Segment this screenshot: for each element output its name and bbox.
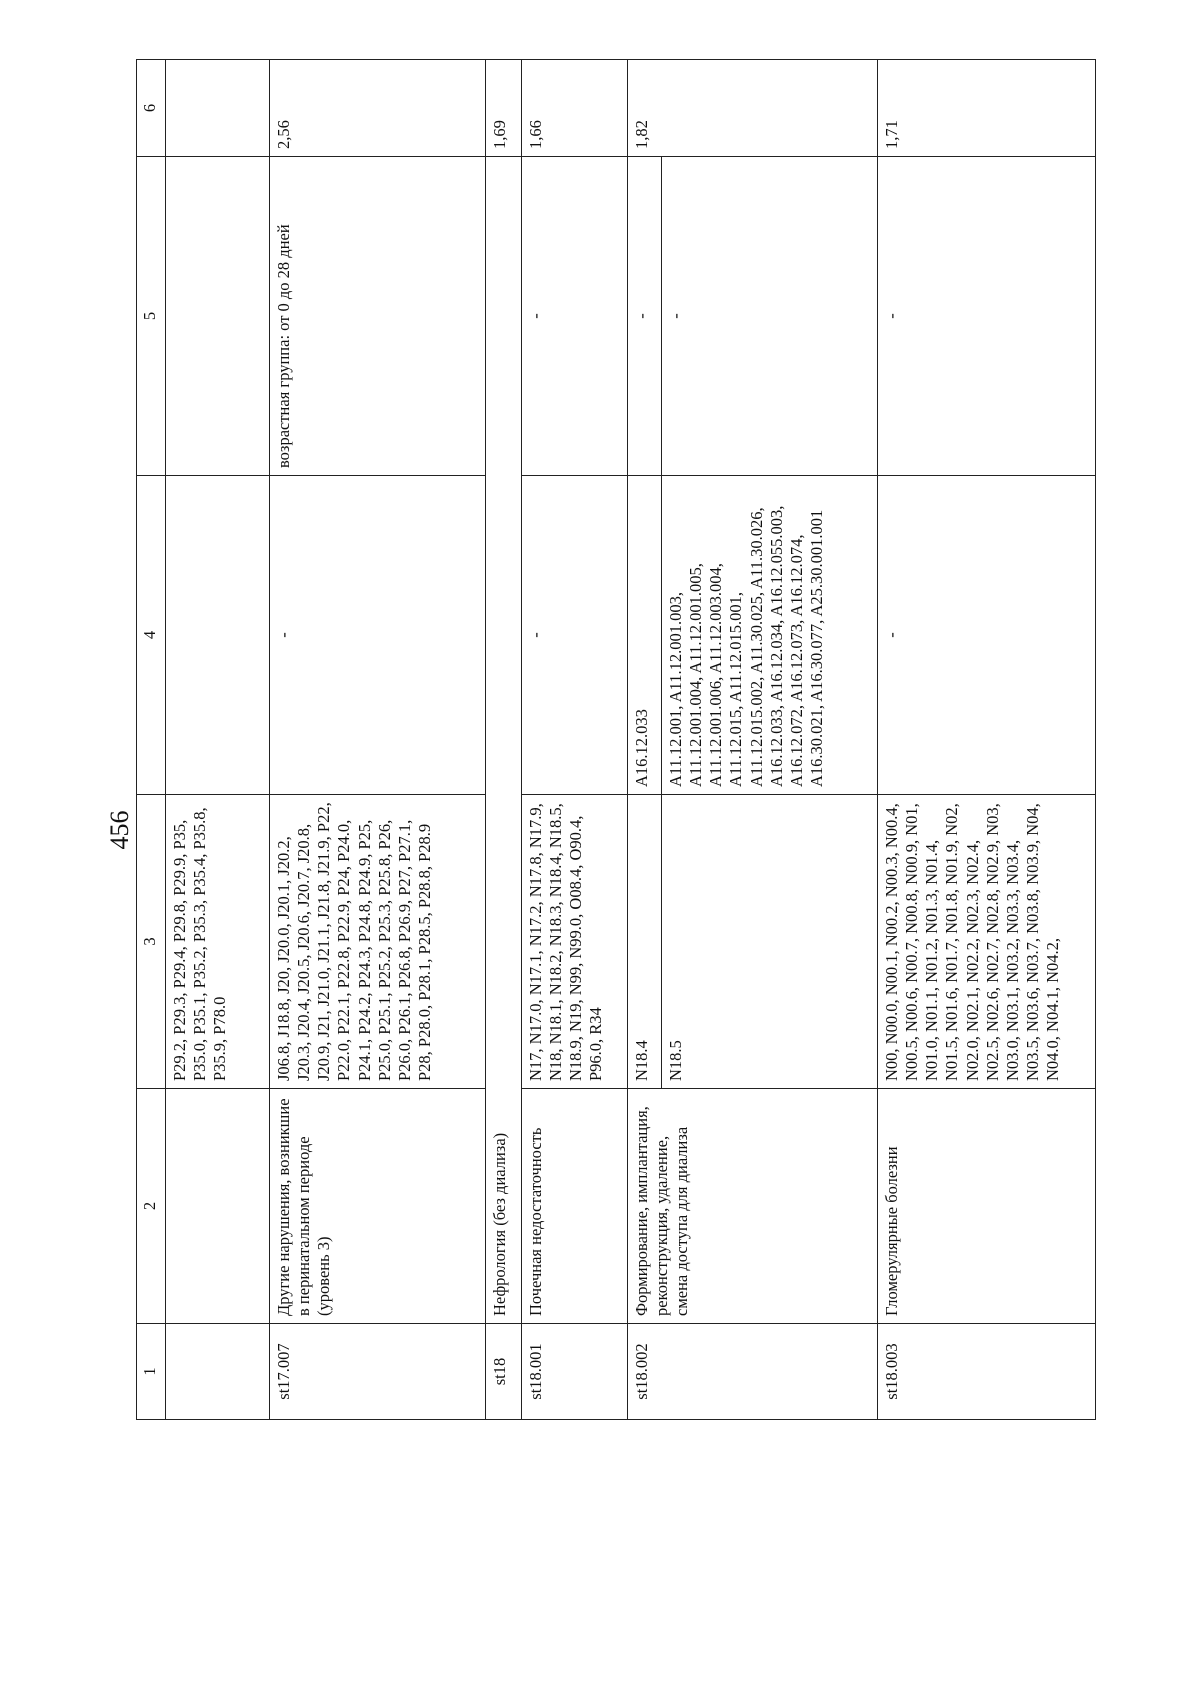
cell-operation-codes	[166, 476, 270, 795]
cell-diagnosis-codes: N17, N17.0, N17.1, N17.2, N17.8, N17.9, N18, N18.1, N18.2, N18.3, N18.4, N18.5, N18.9, N19, N99, N99.0, O08.4, O90.4, P96.0, R34	[522, 795, 628, 1089]
cell-name: Формирование, имплантация, реконструкция, удаление, смена доступа для диализа	[628, 1089, 878, 1324]
table-row	[270, 60, 486, 1420]
cell-code: st17.007	[270, 1324, 486, 1420]
cell-other-criteria: -	[522, 157, 628, 476]
cell-code: st18.001	[522, 1324, 628, 1420]
header-col-2: 2	[137, 1089, 166, 1324]
header-row	[137, 60, 166, 1420]
cell-diagnosis-codes: N18.4	[628, 795, 662, 1089]
cell-code	[166, 1324, 270, 1420]
cell-diagnosis-codes: N18.5	[662, 795, 878, 1089]
cell-coefficient: 1,66	[522, 60, 628, 157]
cell-other-criteria: -	[878, 157, 1096, 476]
cell-section-title: Нефрология (без диализа)	[486, 157, 522, 1324]
header-col-5: 5	[137, 157, 166, 476]
table-row	[486, 60, 522, 1420]
header-col-1: 1	[137, 1324, 166, 1420]
table-row	[878, 60, 1096, 1420]
cell-other-criteria	[166, 157, 270, 476]
cell-operation-codes: A11.12.001, A11.12.001.003, A11.12.001.004, A11.12.001.005, A11.12.001.006, A11.12.003.004, A11.12.015, A11.12.015.001, A11.12.015.002, A11.30.025, A11.30.026, A16.12.033, A16.12.034, A16.12.055.003, A16.12.072, A16.12.073, A16.12.074, A16.30.021, A16.30.077, A25.30.001.001	[662, 476, 878, 795]
cell-coefficient: 1,71	[878, 60, 1096, 157]
cell-code: st18.003	[878, 1324, 1096, 1420]
cell-coefficient: 1,82	[628, 60, 878, 157]
cell-operation-codes: A16.12.033	[628, 476, 662, 795]
cell-operation-codes: -	[522, 476, 628, 795]
table-row	[522, 60, 628, 1420]
cell-coefficient: 2,56	[270, 60, 486, 157]
table-row	[166, 60, 270, 1420]
cell-diagnosis-codes: P29.2, P29.3, P29.4, P29.8, P29.9, P35, P35.0, P35.1, P35.2, P35.3, P35.4, P35.8, P35.9, P78.0	[166, 795, 270, 1089]
cell-coefficient	[166, 60, 270, 157]
table-container	[136, 60, 1096, 1420]
header-col-6: 6	[137, 60, 166, 157]
cell-name	[166, 1089, 270, 1324]
cell-other-criteria: -	[662, 157, 878, 476]
rotated-table-frame	[136, 60, 1096, 1420]
cell-other-criteria: возрастная группа: от 0 до 28 дней	[270, 157, 486, 476]
cell-diagnosis-codes: N00, N00.0, N00.1, N00.2, N00.3, N00.4, N00.5, N00.6, N00.7, N00.8, N00.9, N01, N01.0, N01.1, N01.2, N01.3, N01.4, N01.5, N01.6, N01.7, N01.8, N01.9, N02, N02.0, N02.1, N02.2, N02.3, N02.4, N02.5, N02.6, N02.7, N02.8, N02.9, N03, N03.0, N03.1, N03.2, N03.3, N03.4, N03.5, N03.6, N03.7, N03.8, N03.9, N04, N04.0, N04.1, N04.2,	[878, 795, 1096, 1089]
cell-name: Гломерулярные болезни	[878, 1089, 1096, 1324]
cell-other-criteria: -	[628, 157, 662, 476]
header-col-4: 4	[137, 476, 166, 795]
cell-diagnosis-codes: J06.8, J18.8, J20, J20.0, J20.1, J20.2, J20.3, J20.4, J20.5, J20.6, J20.7, J20.8, J20.9, J21, J21.0, J21.1, J21.8, J21.9, P22, P22.0, P22.1, P22.8, P22.9, P24, P24.0, P24.1, P24.2, P24.3, P24.8, P24.9, P25, P25.0, P25.1, P25.2, P25.3, P25.8, P26, P26.0, P26.1, P26.8, P26.9, P27, P27.1, P28, P28.0, P28.1, P28.5, P28.8, P28.9	[270, 795, 486, 1089]
cell-coefficient: 1,69	[486, 60, 522, 157]
ksg-table	[136, 59, 1096, 1420]
cell-code: st18.002	[628, 1324, 878, 1420]
cell-operation-codes: -	[878, 476, 1096, 795]
cell-name: Другие нарушения, возникшие в перинатальном периоде (уровень 3)	[270, 1089, 486, 1324]
table-row	[628, 60, 662, 1420]
header-col-3: 3	[137, 795, 166, 1089]
cell-code: st18	[486, 1324, 522, 1420]
cell-name: Почечная недостаточность	[522, 1089, 628, 1324]
page-number: 456	[105, 810, 134, 850]
cell-operation-codes: -	[270, 476, 486, 795]
